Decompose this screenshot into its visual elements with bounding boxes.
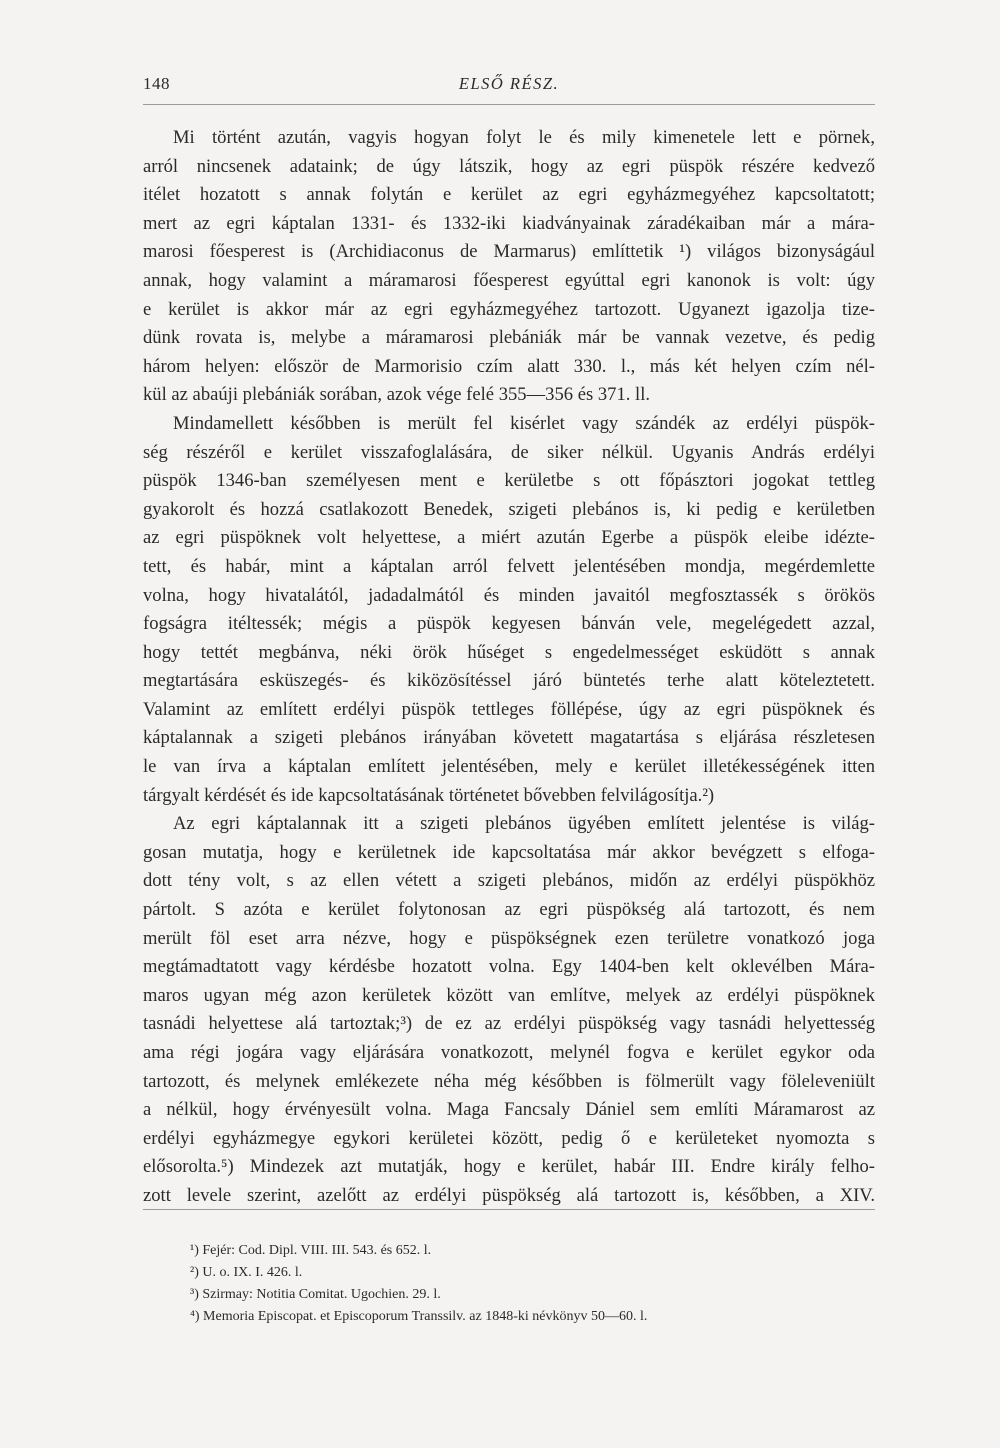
main-text: [143, 124, 875, 1211]
text-line: Valamint az említett erdélyi püspök tettleges föllépése, úgy az egri püspöknek és: [143, 698, 875, 720]
header-rule: [143, 104, 875, 105]
text-line: a nélkül, hogy érvényesült volna. Maga Fancsaly Dániel sem említi Máramarost az: [143, 1099, 875, 1121]
text-line: kül az abaúji plebániák sorában, azok vége felé 355—356 és 371. ll.: [143, 384, 651, 406]
text-line: maros ugyan még azon kerületek között van említve, melyek az erdélyi püspöknek: [143, 984, 875, 1006]
text-line: tárgyalt kérdését és ide kapcsoltatásának történetet bővebben felvilágosítja.²): [143, 784, 715, 806]
text-line: pártolt. S azóta e kerület folytonosan az egri püspökség alá tartozott, és nem: [143, 899, 875, 921]
text-line: ama régi jogára vagy eljárására vonatkozott, melynél fogva e kerület egykor oda: [143, 1042, 875, 1063]
text-line: az egri püspöknek volt helyettese, a miért azután Egerbe a püspök eleibe idézte-: [143, 527, 875, 549]
text-line: itélet hozatott s annak folytán e kerület az egri egyházmegyéhez kapcsoltatott;: [143, 184, 875, 206]
text-line: dünk rovata is, melybe a máramarosi plebániák már be vannak vezetve, és pedig: [143, 327, 875, 349]
text-line: Az egri káptalannak itt a szigeti plebános ügyében említett jelentése is világ-: [173, 813, 875, 835]
text-line: tartozott, és melynek emlékezete néha még későbben is fölmerült vagy föleleveniült: [143, 1070, 875, 1092]
text-line: fogságra itéltessék; mégis a püspök kegyesen bánván vele, megelégedett azzal,: [143, 613, 875, 635]
text-line: gyakorolt és hozzá csatlakozott Benedek, szigeti plebános is, ki pedig e kerületben: [143, 498, 875, 520]
running-head: ELSŐ RÉSZ.: [458, 74, 560, 93]
text-line: káptalannak a szigeti plebános irányában követett magatartása s eljárása részletesen: [143, 727, 875, 749]
text-line: marosi főesperest is (Archidiaconus de Marmarus) említtetik ¹) világos bizonyságául: [143, 241, 875, 263]
footnote: ²) U. o. IX. I. 426. l.: [190, 1265, 303, 1280]
footnotes: [190, 1240, 810, 1328]
text-line: gosan mutatja, hogy e kerületnek ide kapcsoltatása már akkor bevégzett s elfoga-: [143, 841, 875, 863]
page-header: [143, 74, 875, 102]
text-line: erdélyi egyházmegye egykori kerületei között, pedig ő e kerületeket nyomozta s: [143, 1127, 875, 1149]
text-line: annak, hogy valamint a máramarosi főesperest egyúttal egri kanonok is volt: úgy: [143, 269, 875, 291]
text-line: püspök 1346-ban személyesen ment e kerületbe s ott főpásztori jogokat tettleg: [143, 470, 875, 492]
text-line: le van írva a káptalan említett jelentésében, mely e kerület illetékességének itten: [143, 756, 875, 778]
footnote: ¹) Fejér: Cod. Dipl. VIII. III. 543. és 652. l.: [190, 1243, 432, 1258]
text-line: volna, hogy hivatalától, jadadalmától és minden javaitól megfosztassék s örökös: [143, 584, 875, 606]
text-line: e kerület is akkor már az egri egyházmegyéhez tartozott. Ugyanezt igazolja tize-: [143, 298, 875, 320]
footnote: ³) Szirmay: Notitia Comitat. Ugochien. 29. l.: [190, 1287, 441, 1302]
footnote: ⁴) Memoria Episcopat. et Episcoporum Transsilv. az 1848-ki névkönyv 50—60. l.: [190, 1309, 648, 1324]
text-line: dott tény volt, s az ellen vétett a szigeti plebános, midőn az erdélyi püspökhöz: [143, 870, 875, 892]
text-line: zott levele szerint, azelőtt az erdélyi püspökség alá tartozott is, későbben, a XIV.: [143, 1184, 875, 1206]
text-line: arról nincsenek adataink; de úgy látszik, hogy az egri püspök részére kedvező: [143, 155, 875, 177]
text-line: három helyen: először de Marmorisio czím alatt 330. l., más két helyen czím nél-: [143, 355, 875, 377]
text-line: megtámadtatott vagy kérdésbe hozatott volna. Egy 1404-ben kelt oklevélben Mára-: [143, 956, 875, 978]
text-line: Mindamellett későbben is merült fel kisérlet vagy szándék az erdélyi püspök-: [173, 412, 875, 434]
page-number: 148: [143, 74, 170, 93]
text-line: Mi történt azután, vagyis hogyan folyt le és mily kimenetele lett e pörnek,: [173, 127, 875, 148]
text-line: tett, és habár, mint a káptalan arról felvett jelentésében mondja, megérdemlette: [143, 555, 875, 577]
text-line: merült föl eset arra nézve, hogy e püspökségnek ezen területre vonatkozó joga: [143, 927, 875, 949]
footnote-rule: [143, 1209, 875, 1210]
text-line: tasnádi helyettese alá tartoztak;³) de ez az erdélyi püspökség vagy tasnádi helyettesség: [143, 1013, 875, 1035]
text-line: megtartására esküszegés- és kiközösítéssel járó büntetés terhe alatt köteleztetett.: [143, 670, 875, 692]
text-line: ség részéről e kerület visszafoglalására, de siker nélkül. Ugyanis András erdélyi: [143, 441, 875, 463]
text-line: elősorolta.⁵) Mindezek azt mutatják, hogy e kerület, habár III. Endre király felho-: [143, 1156, 875, 1178]
text-line: hogy tettét megbánva, néki örök hűséget s engedelmességet esküdött s annak: [143, 641, 875, 663]
text-line: mert az egri káptalan 1331- és 1332-iki kiadványainak záradékaiban már a mára-: [143, 212, 875, 234]
